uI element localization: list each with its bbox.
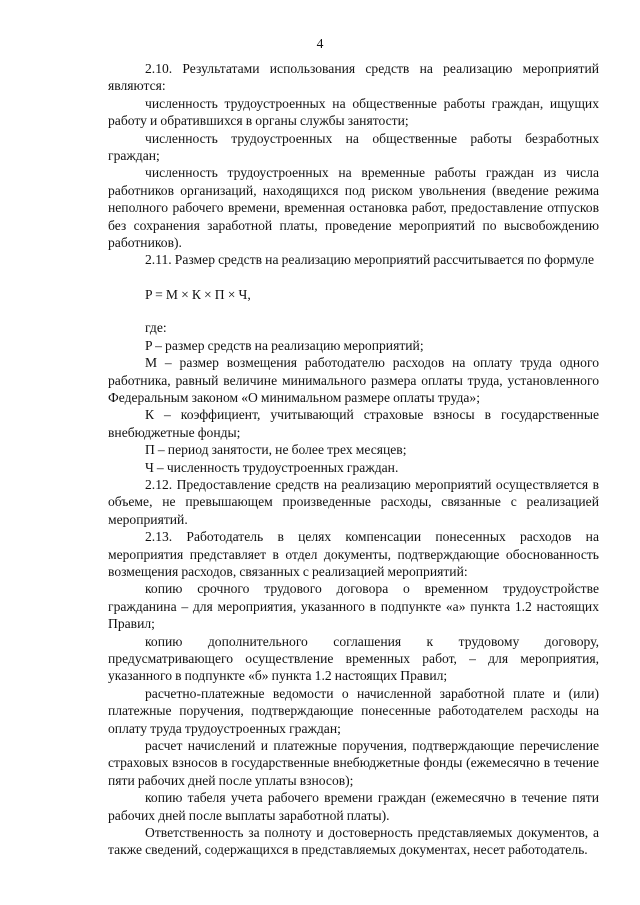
- list-item-temporary-works: численность трудоустроенных на временные работы граждан из числа работников организаций, находящихся под риском увольнения (введение режима неполного рабочего времени, временная остановка работ, предоставление отпусков без сохранения заработной платы, проведение мероприятий по высвобождению работников).: [108, 165, 599, 251]
- paragraph-2-10: 2.10. Результатами использования средств на реализацию мероприятий являются:: [108, 61, 599, 94]
- formula-var-p: P – размер средств на реализацию мероприятий;: [145, 337, 424, 353]
- formula: P = M × К × П × Ч,: [145, 286, 251, 302]
- list-item-timesheet: копию табеля учета рабочего времени граждан (ежемесячно в течение пяти рабочих дней после выплаты заработной платы).: [108, 790, 599, 823]
- list-item-payroll-sheets: расчетно-платежные ведомости о начисленной заработной плате и (или) платежные поручения, подтверждающие понесенные работодателем расходы на оплату труда трудоустроенных граждан;: [108, 685, 599, 736]
- list-item-public-works-unemployed: численность трудоустроенных на общественные работы безработных граждан;: [108, 130, 599, 164]
- formula-where: где:: [145, 320, 167, 336]
- list-item-public-works-jobseekers: численность трудоустроенных на общественные работы граждан, ищущих работу и обратившихся в органы службы занятости;: [108, 95, 599, 129]
- formula-var-period: П – период занятости, не более трех месяцев;: [145, 442, 407, 458]
- paragraph-2-11: 2.11. Размер средств на реализацию мероприятий рассчитывается по формуле: [145, 252, 595, 268]
- list-item-agreement-copy: копию дополнительного соглашения к трудовому договору, предусматривающего осуществление временных работ, – для мероприятия, указанного в подпункте «б» пункта 1.2 настоящих Правил;: [108, 633, 599, 684]
- paragraph-responsibility: Ответственность за полноту и достоверность представляемых документов, а также сведений, содержащихся в представляемых документах, несет работодатель.: [108, 825, 599, 858]
- list-item-contributions: расчет начислений и платежные поручения, подтверждающие перечисление страховых взносов в государственные внебюджетные фонды (ежемесячно в течение пяти рабочих дней после уплаты взносов);: [108, 738, 599, 788]
- document-body: [108, 60, 599, 859]
- list-item-contract-copy: копию срочного трудового договора о временном трудоустройстве гражданина – для мероприятия, указанного в подпункте «а» пункта 1.2 настоящих Правил;: [108, 581, 599, 632]
- formula-var-m: М – размер возмещения работодателю расходов на оплату труда одного работника, равный величине минимального размера оплаты труда, установленного Федеральным законом «О минимальном размере оплаты труда»;: [108, 355, 599, 405]
- formula-var-k: К – коэффициент, учитывающий страховые взносы в государственные внебюджетные фонды;: [108, 407, 599, 440]
- page-number: 4: [316, 36, 324, 51]
- paragraph-2-13: 2.13. Работодатель в целях компенсации понесенных расходов на мероприятия представляет в отдел документы, подтверждающие обоснованность возмещения расходов, связанных с реализацией мероприятий:: [108, 529, 599, 579]
- paragraph-2-12: 2.12. Предоставление средств на реализацию мероприятий осуществляется в объеме, не превышающем произведенные расходы, связанные с реализацией мероприятий.: [108, 476, 599, 527]
- formula-var-count: Ч – численность трудоустроенных граждан.: [145, 459, 399, 475]
